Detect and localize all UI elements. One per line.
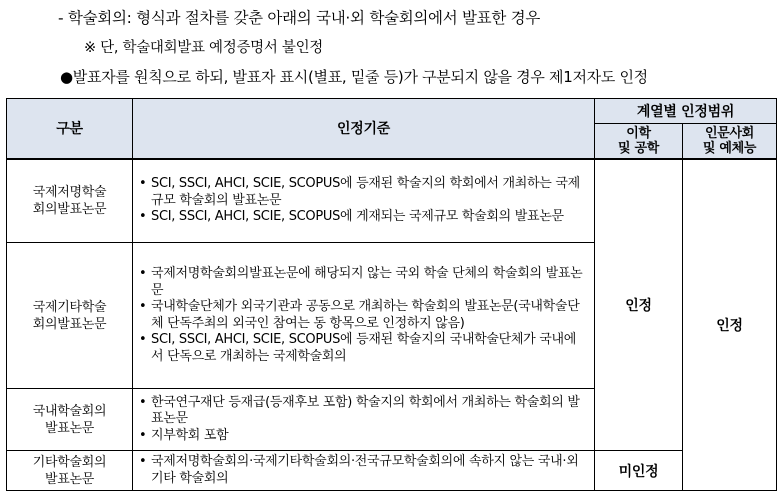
- intro-line-note: ※ 단, 학술대회발표 예정증명서 불인정: [84, 40, 323, 56]
- row-criteria-other: [133, 451, 595, 491]
- criteria-item: • SCI, SSCI, AHCI, SCIE, SCOPUS에 등재된 학술지의 국내학술단체가 국내에서 단독으로 개최하는 국제학술회의: [137, 332, 588, 365]
- criteria-item: • 국내학술단체가 외국기관과 공동으로 개최하는 학술회의 발표논문(국내학술단체 단독주최의 외국인 참여는 동 항목으로 인정하지 않음): [137, 299, 588, 332]
- header-hum-soc-arts: 인문사회 및 예체능: [683, 124, 777, 159]
- criteria-item: • 국제저명학술회의·국제기타학술회의·전국규모학술회의에 속하지 않는 국내·외 기타 학술회의: [137, 454, 588, 487]
- result-sci-eng-approved: 인정: [595, 159, 683, 451]
- intro-line-presenter-rule: ●발표자를 원칙으로 하되, 발표자 표시(별표, 밑줄 등)가 구분되지 않을 경우 제1저자도 인정: [60, 68, 648, 86]
- result-sci-eng-not-approved: 미인정: [595, 451, 683, 491]
- criteria-item: • 국제저명학술회의발표논문에 해당되지 않는 국외 학술 단체의 학술회의 발표논문: [137, 266, 588, 299]
- criteria-item: • 한국연구재단 등재급(등재후보 포함) 학술지의 학회에서 개최하는 학술회의 발표논문: [137, 395, 588, 428]
- row-category-intl-prominent: 국제저명학술 회의발표논문: [7, 159, 133, 243]
- criteria-item: • SCI, SSCI, AHCI, SCIE, SCOPUS에 게재되는 국제규모 학술회의 발표논문: [137, 209, 588, 226]
- intro-line-academic-conference: - 학술회의: 형식과 절차를 갖춘 아래의 국내·외 학술회의에서 발표한 경우: [58, 9, 541, 27]
- header-category: 구분: [7, 99, 133, 159]
- result-hum-approved: 인정: [683, 159, 777, 491]
- row-category-intl-other: 국제기타학술 회의발표논문: [7, 243, 133, 389]
- criteria-item: • SCI, SSCI, AHCI, SCIE, SCOPUS에 등재된 학술지의 학회에서 개최하는 국제규모 학술회의 발표논문: [137, 176, 588, 209]
- row-category-domestic: 국내학술회의 발표논문: [7, 389, 133, 451]
- row-criteria-domestic: [133, 389, 595, 451]
- row-criteria-intl-other: [133, 243, 595, 389]
- header-criteria: 인정기준: [133, 99, 595, 159]
- row-category-other: 기타학술회의 발표논문: [7, 451, 133, 491]
- header-sci-eng: 이학 및 공학: [595, 124, 683, 159]
- recognition-table: [6, 98, 777, 491]
- header-scope: 계열별 인정범위: [595, 99, 777, 124]
- criteria-item: • 지부학회 포함: [137, 428, 588, 445]
- row-criteria-intl-prominent: [133, 159, 595, 243]
